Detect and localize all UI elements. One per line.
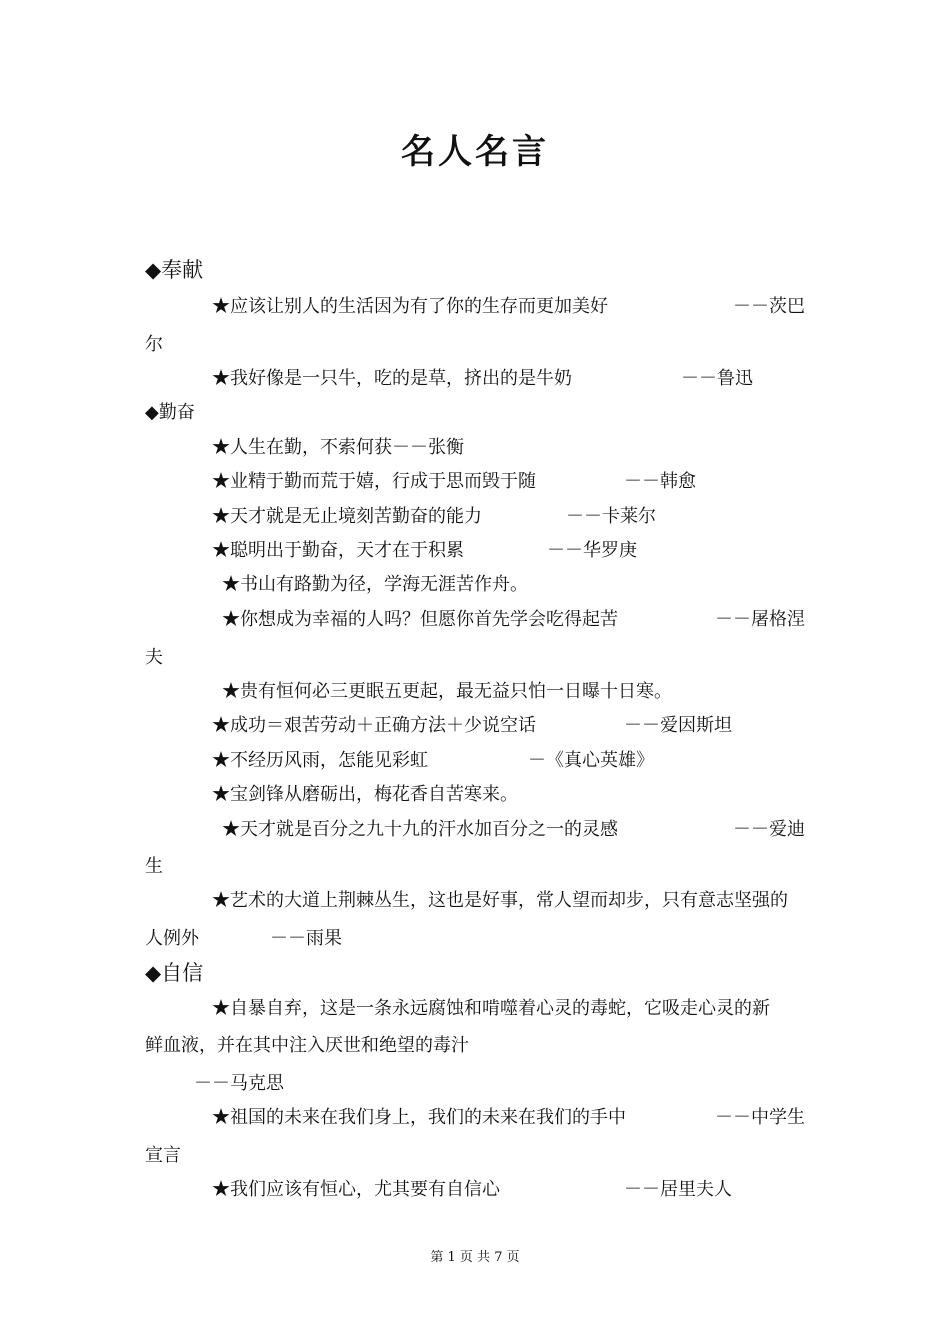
quote-line: ★宝剑锋从磨砺出，梅花香自苦寒来。 <box>212 784 518 805</box>
quote-line: ★成功＝艰苦劳动＋正确方法＋少说空话 <box>212 715 536 736</box>
quote-author: －－爱因斯坦 <box>624 715 732 736</box>
quote-author: －－茨巴 <box>733 296 805 317</box>
quote-author: －－雨果 <box>270 928 342 949</box>
quote-line: ★人生在勤，不索何获－－张衡 <box>212 437 464 458</box>
quote-author: －－中学生 <box>715 1107 805 1128</box>
quote-continuation: 宣言 <box>145 1145 181 1166</box>
quote-author: －－卡莱尔 <box>566 506 656 527</box>
quote-line: ★我好像是一只牛，吃的是草，挤出的是牛奶 <box>212 368 572 389</box>
quote-author: －《真心英雄》 <box>528 750 654 771</box>
quote-continuation: 尔 <box>145 334 163 355</box>
quote-line: ★艺术的大道上荆棘丛生，这也是好事，常人望而却步，只有意志坚强的 <box>212 890 788 911</box>
quote-line: ★贵有恒何必三更眠五更起，最无益只怕一日曝十日寒。 <box>222 681 672 702</box>
quote-line: ★我们应该有恒心，尤其要有自信心 <box>212 1179 500 1200</box>
section-heading-diligence: ◆勤奋 <box>145 402 195 423</box>
quote-continuation: 夫 <box>145 647 163 668</box>
quote-line: ★祖国的未来在我们身上，我们的未来在我们的手中 <box>212 1107 626 1128</box>
quote-author: －－鲁迅 <box>681 368 753 389</box>
quote-continuation: 生 <box>145 856 163 877</box>
quote-line: ★聪明出于勤奋，天才在于积累 <box>212 540 464 561</box>
quote-author: －－韩愈 <box>624 471 696 492</box>
quote-line: ★你想成为幸福的人吗？但愿你首先学会吃得起苦 <box>222 609 618 630</box>
page-footer: 第 1 页 共 7 页 <box>430 1250 520 1265</box>
quote-line: ★不经历风雨，怎能见彩虹 <box>212 750 428 771</box>
quote-line: ★天才就是百分之九十九的汗水加百分之一的灵感 <box>222 819 618 840</box>
page-title: 名人名言 <box>401 132 549 172</box>
section-heading-confidence: ◆自信 <box>145 961 204 985</box>
quote-line: ★业精于勤而荒于嬉，行成于思而毁于随 <box>212 471 536 492</box>
section-heading-dedication: ◆奉献 <box>145 258 204 282</box>
quote-line: ★书山有路勤为径，学海无涯苦作舟。 <box>222 574 528 595</box>
quote-author: －－居里夫人 <box>624 1179 732 1200</box>
quote-author: －－华罗庚 <box>547 540 637 561</box>
quote-line: ★应该让别人的生活因为有了你的生存而更加美好 <box>212 296 608 317</box>
quote-author: －－马克思 <box>194 1073 284 1094</box>
quote-author: －－屠格涅 <box>715 609 805 630</box>
quote-line: ★自暴自弃，这是一条永远腐蚀和啃噬着心灵的毒蛇，它吸走心灵的新 <box>212 998 770 1019</box>
quote-continuation: 鲜血液，并在其中注入厌世和绝望的毒汁 <box>145 1035 469 1056</box>
quote-line: ★天才就是无止境刻苦勤奋的能力 <box>212 506 482 527</box>
quote-author: －－爱迪 <box>733 819 805 840</box>
quote-continuation: 人例外 <box>145 928 199 949</box>
